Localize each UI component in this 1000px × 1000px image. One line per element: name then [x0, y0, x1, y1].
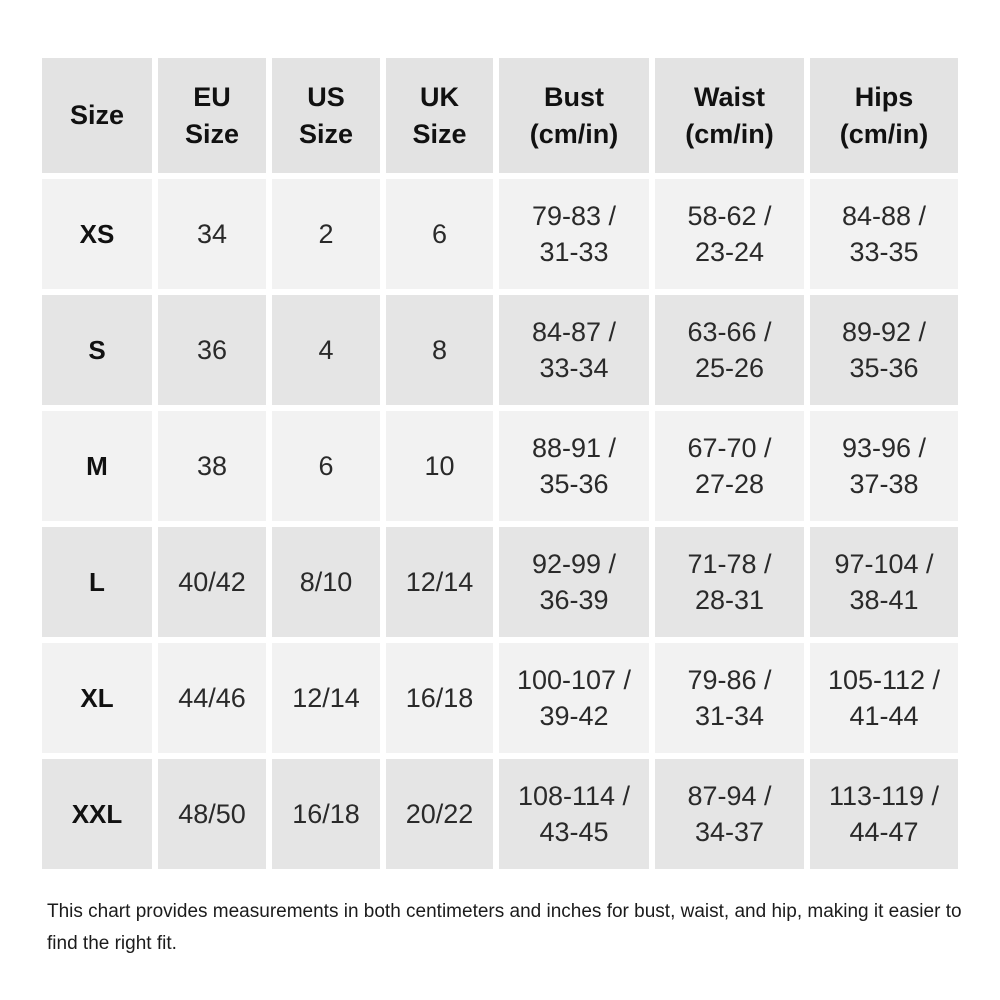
xxl-us: 16/18 [272, 759, 380, 869]
xxl-size-label: XXL [42, 759, 152, 869]
xl-bust-in: 39-42 [539, 701, 609, 731]
row-s [42, 295, 958, 405]
m-hips-in: 37-38 [849, 469, 919, 499]
header-waist [655, 58, 804, 173]
xs-bust [499, 179, 649, 289]
s-waist [655, 295, 804, 405]
xs-size-label: XS [42, 179, 152, 289]
xl-eu: 44/46 [158, 643, 266, 753]
s-waist-in: 25-26 [694, 353, 765, 383]
s-uk: 8 [386, 295, 493, 405]
header-uk-line1: UK [420, 81, 459, 112]
xs-uk: 6 [386, 179, 493, 289]
s-bust [499, 295, 649, 405]
s-bust-cm: 84-87 / [531, 317, 617, 347]
header-waist-line1: Waist [693, 81, 765, 112]
xxl-bust-in: 43-45 [539, 817, 609, 847]
header-uk-line2: Size [412, 118, 467, 149]
l-uk: 12/14 [386, 527, 493, 637]
header-waist-line2: (cm/in) [685, 118, 774, 149]
l-us: 8/10 [272, 527, 380, 637]
l-bust-cm: 92-99 / [531, 549, 617, 579]
m-waist-cm: 67-70 / [687, 433, 772, 463]
xxl-hips-in: 44-47 [849, 817, 919, 847]
xxl-waist-cm: 87-94 / [687, 781, 772, 811]
xxl-waist [655, 759, 804, 869]
xxl-bust [499, 759, 649, 869]
xl-size-label: XL [42, 643, 152, 753]
chart-caption: This chart provides measurements in both centimeters and inches for bust, waist, and hip, making it easier to find the right fit. [47, 901, 962, 955]
header-us-line1: US [307, 81, 345, 112]
xs-us: 2 [272, 179, 380, 289]
header-hips [810, 58, 958, 173]
m-hips-cm: 93-96 / [841, 433, 927, 463]
xl-hips [810, 643, 958, 753]
xl-us: 12/14 [272, 643, 380, 753]
header-us-size [272, 58, 380, 173]
xs-hips-in: 33-35 [849, 237, 919, 267]
row-xxl [42, 759, 958, 869]
s-bust-in: 33-34 [539, 353, 609, 383]
l-hips-cm: 97-104 / [834, 549, 934, 579]
header-hips-line1: Hips [854, 81, 914, 112]
header-eu-line2: Size [184, 118, 240, 149]
m-eu: 38 [158, 411, 266, 521]
xl-bust-cm: 100-107 / [516, 665, 632, 695]
xl-waist-in: 31-34 [694, 701, 765, 731]
m-bust-in: 35-36 [539, 469, 609, 499]
row-xs [42, 179, 958, 289]
header-size [42, 58, 152, 173]
s-size-label: S [42, 295, 152, 405]
s-eu: 36 [158, 295, 266, 405]
s-waist-cm: 63-66 / [687, 317, 772, 347]
xs-waist-cm: 58-62 / [687, 201, 772, 231]
row-l [42, 527, 958, 637]
l-bust-in: 36-39 [539, 585, 609, 615]
s-hips [810, 295, 958, 405]
xs-bust-in: 31-33 [539, 237, 609, 267]
xxl-waist-in: 34-37 [694, 817, 765, 847]
header-us-line2: Size [298, 118, 354, 149]
header-row [42, 58, 958, 173]
xl-uk: 16/18 [386, 643, 493, 753]
header-uk-size [386, 58, 493, 173]
xs-waist [655, 179, 804, 289]
header-bust [499, 58, 649, 173]
m-bust [499, 411, 649, 521]
l-eu: 40/42 [158, 527, 266, 637]
xl-hips-in: 41-44 [849, 701, 919, 731]
header-eu-size [158, 58, 266, 173]
xxl-hips-cm: 113-119 / [828, 781, 940, 811]
xs-bust-cm: 79-83 / [531, 201, 617, 231]
m-waist [655, 411, 804, 521]
s-hips-in: 35-36 [849, 353, 919, 383]
xs-hips [810, 179, 958, 289]
m-waist-in: 27-28 [694, 469, 765, 499]
header-size-label: Size [69, 100, 125, 130]
m-us: 6 [272, 411, 380, 521]
row-m [42, 411, 958, 521]
xl-waist-cm: 79-86 / [687, 665, 772, 695]
xxl-hips [810, 759, 958, 869]
l-waist-in: 28-31 [694, 585, 765, 615]
l-hips-in: 38-41 [849, 585, 919, 615]
m-hips [810, 411, 958, 521]
xxl-bust-cm: 108-114 / [517, 781, 631, 811]
s-us: 4 [272, 295, 380, 405]
l-bust [499, 527, 649, 637]
xxl-uk: 20/22 [386, 759, 493, 869]
xl-hips-cm: 105-112 / [827, 665, 941, 695]
xxl-eu: 48/50 [158, 759, 266, 869]
l-size-label: L [42, 527, 152, 637]
s-hips-cm: 89-92 / [841, 317, 927, 347]
header-eu-line1: EU [193, 81, 231, 112]
size-chart-table [36, 52, 964, 875]
xs-hips-cm: 84-88 / [841, 201, 927, 231]
xl-waist [655, 643, 804, 753]
l-waist-cm: 71-78 / [687, 549, 772, 579]
m-uk: 10 [386, 411, 493, 521]
header-bust-line1: Bust [544, 81, 604, 112]
header-hips-line2: (cm/in) [839, 118, 929, 149]
header-bust-line2: (cm/in) [529, 118, 619, 149]
xl-bust [499, 643, 649, 753]
l-hips [810, 527, 958, 637]
xs-waist-in: 23-24 [694, 237, 765, 267]
row-xl [42, 643, 958, 753]
m-bust-cm: 88-91 / [531, 433, 617, 463]
m-size-label: M [42, 411, 152, 521]
l-waist [655, 527, 804, 637]
xs-eu: 34 [158, 179, 266, 289]
